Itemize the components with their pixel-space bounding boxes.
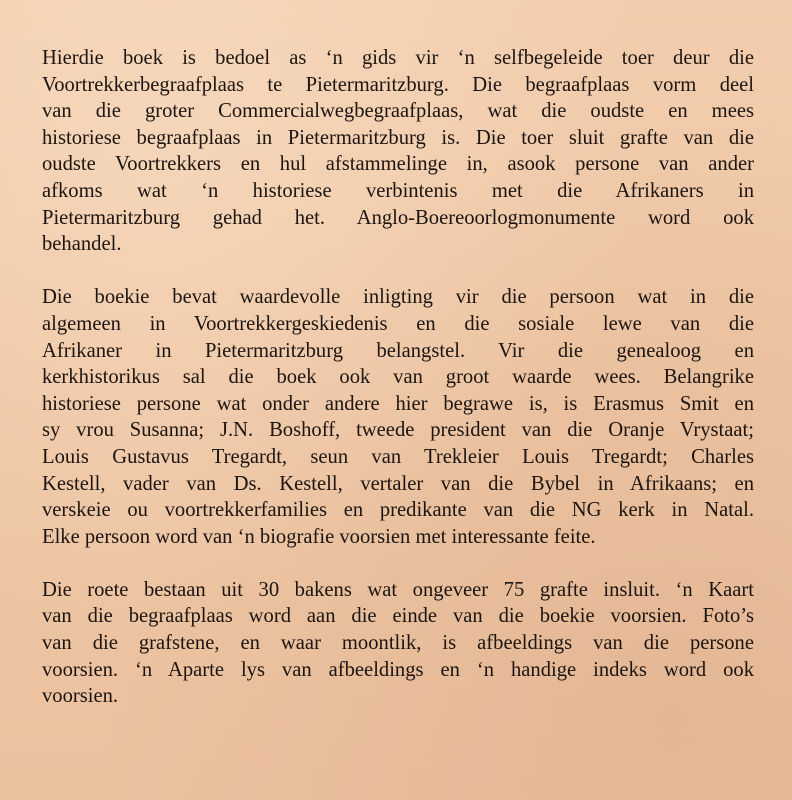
text-line: voorsien. ‘n Aparte lys van afbeeldings en ‘n handige indeks word ook bbox=[42, 658, 754, 681]
text-line: Die roete bestaan uit 30 bakens wat ongeveer 75 grafte insluit. ‘n Kaart bbox=[42, 578, 754, 601]
text-line: algemeen in Voortrekkergeskiedenis en die sosiale lewe van die bbox=[42, 312, 754, 335]
text-line: afkoms wat ‘n historiese verbintenis met die Afrikaners in bbox=[42, 179, 754, 202]
text-line: historiese begraafplaas in Pietermaritzburg is. Die toer sluit grafte van die bbox=[42, 126, 754, 149]
text-line: Voortrekkerbegraafplaas te Pietermaritzburg. Die begraafplaas vorm deel bbox=[42, 73, 754, 96]
text-line: oudste Voortrekkers en hul afstammelinge in, asook persone van ander bbox=[42, 153, 754, 176]
text-line: sy vrou Susanna; J.N. Boshoff, tweede president van die Oranje Vrystaat; bbox=[42, 419, 754, 442]
text-line: Hierdie boek is bedoel as ‘n gids vir ‘n selfbegeleide toer deur die bbox=[42, 47, 754, 69]
text-line: kerkhistorikus sal die boek ook van groot waarde wees. Belangrike bbox=[42, 366, 754, 389]
text-line: Die boekie bevat waardevolle inligting vir die persoon wat in die bbox=[42, 286, 754, 309]
body-text bbox=[42, 45, 754, 736]
text-line: voorsien. bbox=[42, 685, 119, 708]
text-line: Louis Gustavus Tregardt, seun van Trekleier Louis Tregardt; Charles bbox=[42, 445, 754, 468]
paragraph-1 bbox=[42, 45, 754, 258]
text-line: Afrikaner in Pietermaritzburg belangstel. Vir die genealoog en bbox=[42, 339, 754, 362]
text-line: van die grafstene, en waar moontlik, is afbeeldings van die persone bbox=[42, 632, 754, 655]
text-line: historiese persone wat onder andere hier begrawe is, is Erasmus Smit en bbox=[42, 392, 754, 415]
text-line: behandel. bbox=[42, 233, 122, 256]
text-line: van die groter Commercialwegbegraafplaas, wat die oudste en mees bbox=[42, 100, 754, 123]
text-line: van die begraafplaas word aan die einde van die boekie voorsien. Foto’s bbox=[42, 605, 754, 628]
text-line: Pietermaritzburg gehad het. Anglo-Boereoorlogmonumente word ook bbox=[42, 206, 754, 229]
text-line: Kestell, vader van Ds. Kestell, vertaler van die Bybel in Afrikaans; en bbox=[42, 472, 754, 495]
paragraph-3 bbox=[42, 577, 754, 710]
paragraph-2 bbox=[42, 284, 754, 550]
text-line: Elke persoon word van ‘n biografie voorsien met interessante feite. bbox=[42, 525, 596, 548]
text-line: verskeie ou voortrekkerfamilies en predikante van die NG kerk in Natal. bbox=[42, 499, 754, 522]
